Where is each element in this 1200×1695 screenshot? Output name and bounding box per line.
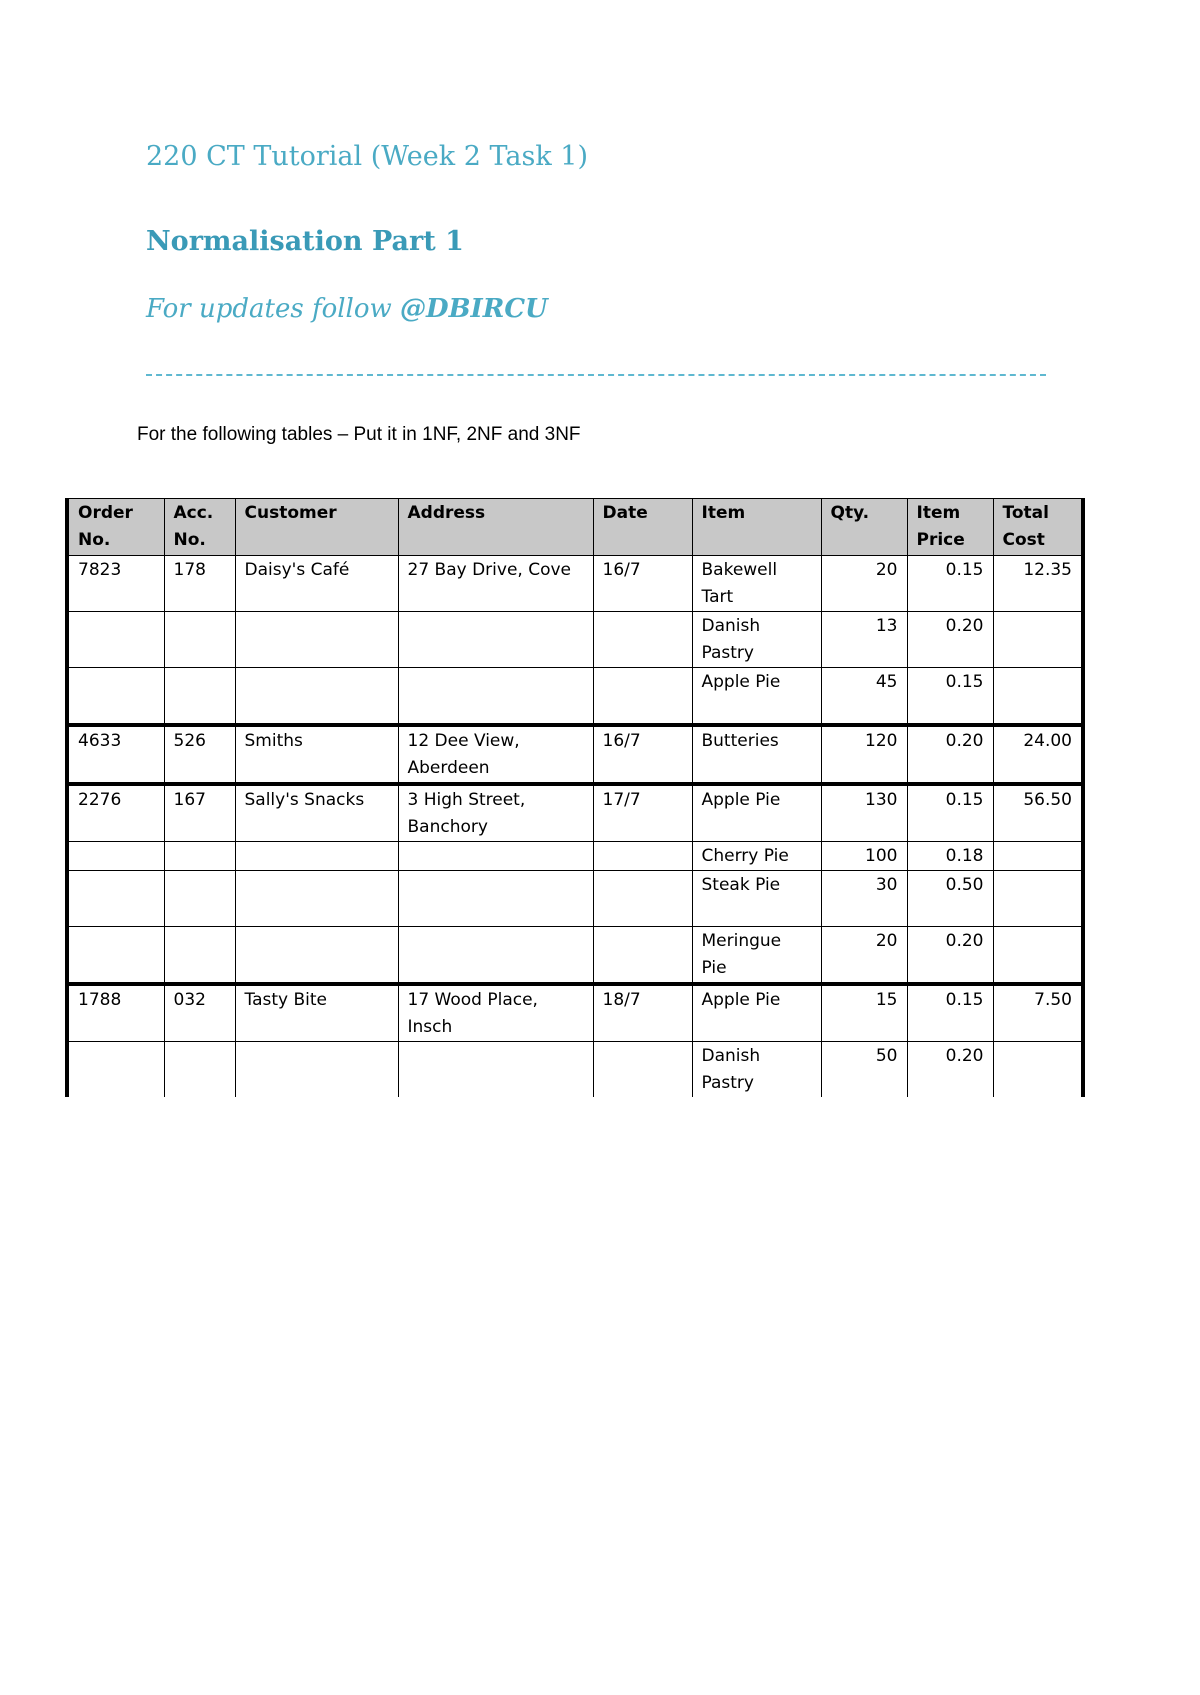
cell-order-no xyxy=(67,1042,164,1098)
document-title: 220 CT Tutorial (Week 2 Task 1) xyxy=(146,141,588,172)
cell-customer xyxy=(235,668,398,726)
cell-address xyxy=(398,927,593,985)
cell-address xyxy=(398,842,593,871)
cell-total-cost xyxy=(993,612,1083,668)
header-qty: Qty. xyxy=(821,499,907,556)
cell-address: 17 Wood Place, Insch xyxy=(398,984,593,1042)
header-date: Date xyxy=(593,499,692,556)
cell-total-cost: 24.00 xyxy=(993,725,1083,784)
cell-date: 16/7 xyxy=(593,725,692,784)
table-header-row xyxy=(67,499,1083,556)
cell-total-cost: 7.50 xyxy=(993,984,1083,1042)
cell-order-no: 2276 xyxy=(67,784,164,842)
cell-qty: 120 xyxy=(821,725,907,784)
cell-item-price: 0.20 xyxy=(907,725,993,784)
cell-item: Apple Pie xyxy=(692,668,821,726)
table-row xyxy=(67,725,1083,784)
cell-acc-no: 032 xyxy=(164,984,235,1042)
cell-order-no: 1788 xyxy=(67,984,164,1042)
cell-qty: 130 xyxy=(821,784,907,842)
header-item-price: Item Price xyxy=(907,499,993,556)
header-total-cost: Total Cost xyxy=(993,499,1083,556)
table-row xyxy=(67,612,1083,668)
cell-address: 12 Dee View, Aberdeen xyxy=(398,725,593,784)
cell-date: 17/7 xyxy=(593,784,692,842)
cell-customer xyxy=(235,1042,398,1098)
cell-item: Meringue Pie xyxy=(692,927,821,985)
dashed-divider xyxy=(146,374,1046,376)
cell-item: Apple Pie xyxy=(692,784,821,842)
table-row xyxy=(67,668,1083,726)
cell-address: 27 Bay Drive, Cove xyxy=(398,556,593,612)
cell-order-no xyxy=(67,612,164,668)
cell-customer: Sally's Snacks xyxy=(235,784,398,842)
cell-item-price: 0.20 xyxy=(907,1042,993,1098)
cell-date: 18/7 xyxy=(593,984,692,1042)
instruction-text: For the following tables – Put it in 1NF, 2NF and 3NF xyxy=(137,424,581,445)
cell-date xyxy=(593,668,692,726)
cell-acc-no xyxy=(164,668,235,726)
cell-item: Danish Pastry xyxy=(692,1042,821,1098)
twitter-handle: @DBIRCU xyxy=(400,294,548,324)
cell-order-no xyxy=(67,871,164,927)
cell-address xyxy=(398,612,593,668)
cell-item-price: 0.15 xyxy=(907,784,993,842)
cell-total-cost: 56.50 xyxy=(993,784,1083,842)
cell-date xyxy=(593,1042,692,1098)
cell-customer xyxy=(235,871,398,927)
cell-date xyxy=(593,842,692,871)
cell-acc-no: 178 xyxy=(164,556,235,612)
cell-item: Apple Pie xyxy=(692,984,821,1042)
table-row xyxy=(67,556,1083,612)
cell-acc-no xyxy=(164,1042,235,1098)
cell-qty: 45 xyxy=(821,668,907,726)
cell-date xyxy=(593,927,692,985)
cell-order-no xyxy=(67,927,164,985)
updates-prefix: For updates follow xyxy=(146,294,401,324)
cell-customer xyxy=(235,842,398,871)
cell-date: 16/7 xyxy=(593,556,692,612)
header-address: Address xyxy=(398,499,593,556)
cell-order-no: 4633 xyxy=(67,725,164,784)
cell-item-price: 0.20 xyxy=(907,927,993,985)
cell-item: Danish Pastry xyxy=(692,612,821,668)
cell-date xyxy=(593,871,692,927)
orders-table xyxy=(65,498,1085,1097)
cell-acc-no xyxy=(164,871,235,927)
cell-total-cost xyxy=(993,927,1083,985)
cell-address: 3 High Street, Banchory xyxy=(398,784,593,842)
cell-item: Butteries xyxy=(692,725,821,784)
cell-qty: 50 xyxy=(821,1042,907,1098)
document-subtitle: Normalisation Part 1 xyxy=(146,226,464,257)
cell-qty: 20 xyxy=(821,556,907,612)
cell-item-price: 0.15 xyxy=(907,668,993,726)
header-item: Item xyxy=(692,499,821,556)
cell-item: Cherry Pie xyxy=(692,842,821,871)
cell-order-no xyxy=(67,842,164,871)
cell-total-cost: 12.35 xyxy=(993,556,1083,612)
table-row xyxy=(67,842,1083,871)
cell-qty: 15 xyxy=(821,984,907,1042)
cell-acc-no xyxy=(164,927,235,985)
cell-qty: 100 xyxy=(821,842,907,871)
cell-item-price: 0.15 xyxy=(907,556,993,612)
cell-customer xyxy=(235,612,398,668)
cell-address xyxy=(398,668,593,726)
header-acc-no: Acc. No. xyxy=(164,499,235,556)
cell-acc-no: 526 xyxy=(164,725,235,784)
table-row xyxy=(67,1042,1083,1098)
cell-total-cost xyxy=(993,871,1083,927)
cell-customer: Daisy's Café xyxy=(235,556,398,612)
cell-qty: 13 xyxy=(821,612,907,668)
table-row xyxy=(67,927,1083,985)
cell-customer xyxy=(235,927,398,985)
cell-total-cost xyxy=(993,842,1083,871)
cell-qty: 20 xyxy=(821,927,907,985)
table-row xyxy=(67,784,1083,842)
cell-customer: Tasty Bite xyxy=(235,984,398,1042)
table-row xyxy=(67,984,1083,1042)
cell-item-price: 0.50 xyxy=(907,871,993,927)
cell-acc-no: 167 xyxy=(164,784,235,842)
cell-customer: Smiths xyxy=(235,725,398,784)
cell-total-cost xyxy=(993,668,1083,726)
cell-total-cost xyxy=(993,1042,1083,1098)
cell-item-price: 0.18 xyxy=(907,842,993,871)
cell-address xyxy=(398,871,593,927)
cell-item: Steak Pie xyxy=(692,871,821,927)
header-order-no: Order No. xyxy=(67,499,164,556)
cell-item-price: 0.20 xyxy=(907,612,993,668)
cell-item: Bakewell Tart xyxy=(692,556,821,612)
header-customer: Customer xyxy=(235,499,398,556)
cell-date xyxy=(593,612,692,668)
cell-qty: 30 xyxy=(821,871,907,927)
cell-order-no: 7823 xyxy=(67,556,164,612)
cell-acc-no xyxy=(164,842,235,871)
updates-line xyxy=(146,294,548,324)
cell-item-price: 0.15 xyxy=(907,984,993,1042)
cell-order-no xyxy=(67,668,164,726)
table-row xyxy=(67,871,1083,927)
cell-address xyxy=(398,1042,593,1098)
cell-acc-no xyxy=(164,612,235,668)
